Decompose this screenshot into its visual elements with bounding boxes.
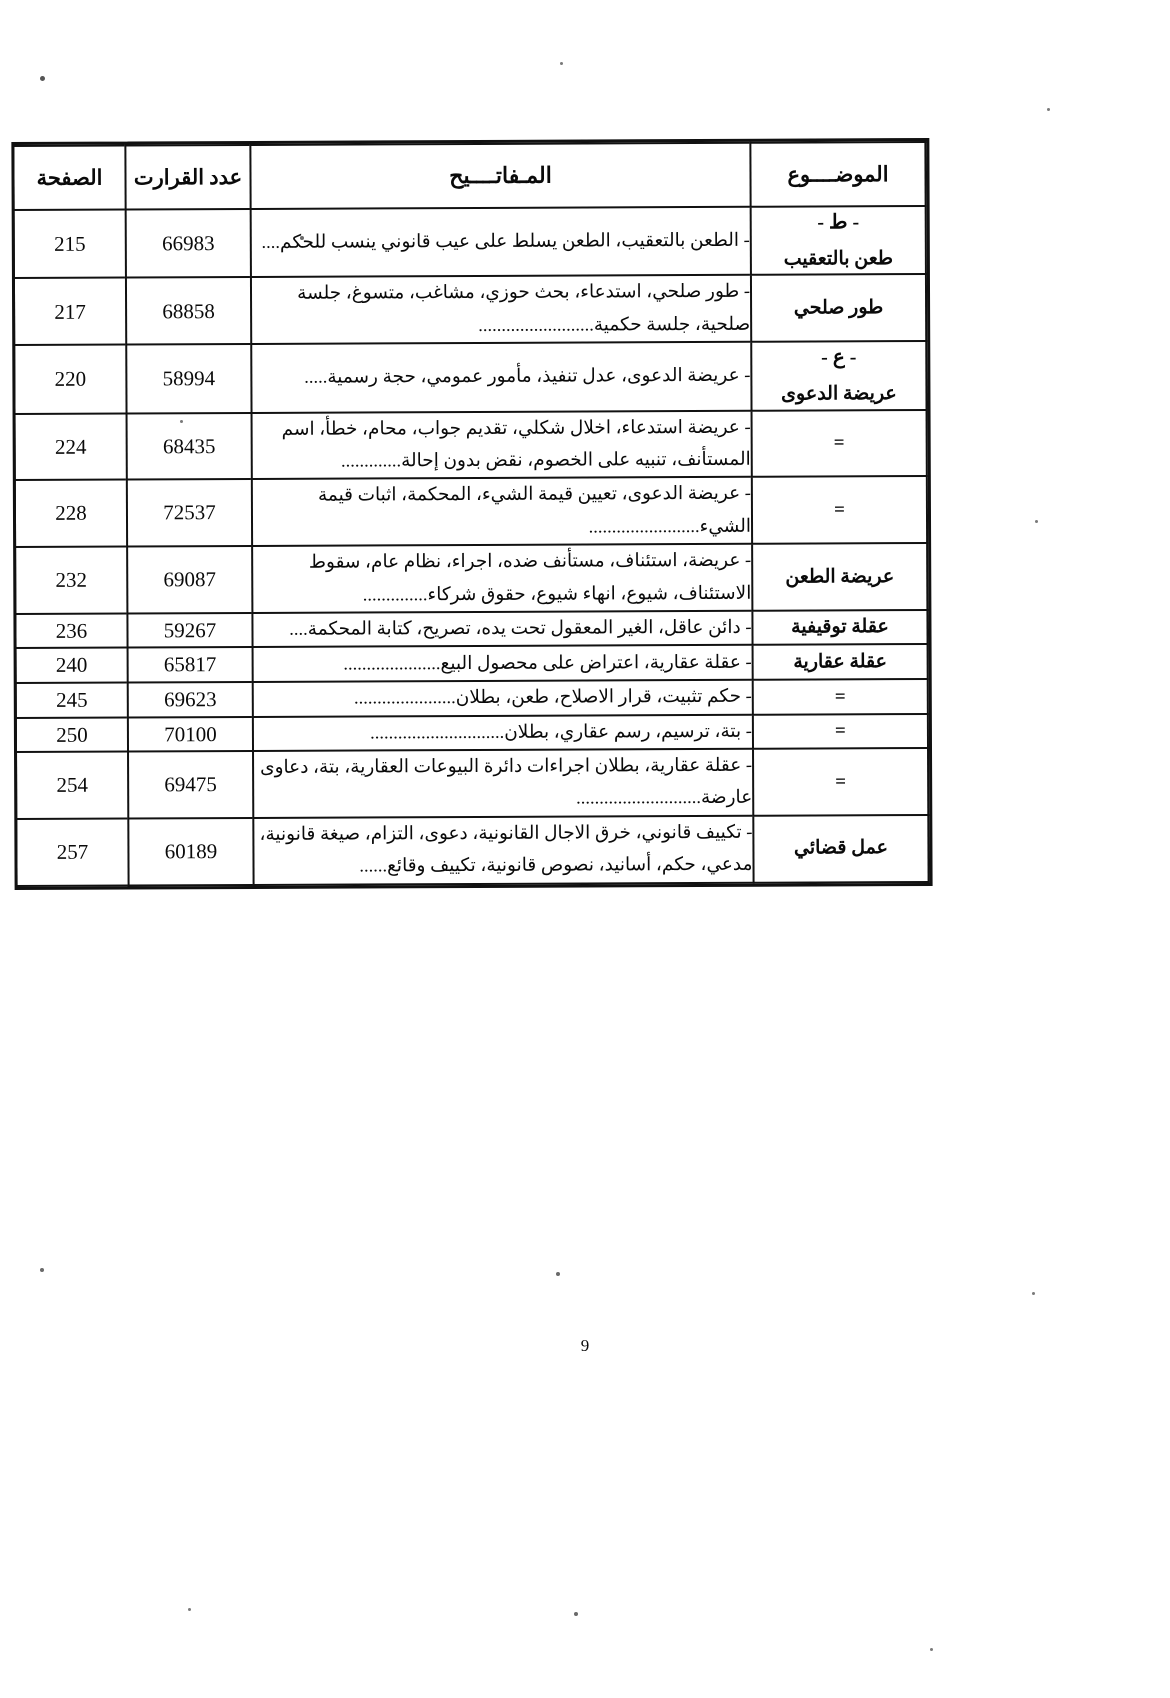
row-keys-cell: - عقلة عقارية، بطلان اجراءات دائرة البيوعات العقارية، بتة، دعاوى عارضة........................... — [253, 749, 753, 818]
column-header-page: الصفحة — [13, 146, 125, 210]
table-row — [14, 274, 926, 345]
row-keys-cell: - عقلة عقارية، اعتراض على محصول البيع..................... — [253, 645, 753, 682]
table-row — [16, 748, 928, 819]
row-count-cell: 66983 — [126, 209, 251, 278]
scan-speck — [1032, 1292, 1035, 1295]
row-count-cell: 70100 — [128, 716, 253, 751]
index-table-container — [11, 138, 932, 890]
row-subject-cell: عمل قضائي — [753, 815, 928, 883]
table-row — [14, 206, 926, 278]
row-subject-cell: = — [752, 410, 927, 478]
row-keys-cell: - عريضة، استئناف، مستأنف ضده، اجراء، نظام عام، سقوط الاستئناف، شيوع، انهاء شيوع، حقوق شركاء.............. — [252, 544, 752, 613]
table-row — [15, 543, 927, 614]
row-page-cell: 250 — [16, 717, 128, 752]
row-keys-cell: - عريضة الدعوى، تعيين قيمة الشيء، المحكمة، اثبات قيمة الشيء........................ — [252, 477, 752, 546]
row-subject-cell: عقلة توقيفية — [752, 610, 927, 645]
row-count-cell: 69087 — [127, 546, 252, 613]
row-keys-cell: - الطعن بالتعقيب، الطعن يسلط على عيب قانوني ينسب للحكم.... — [251, 207, 751, 278]
table-row — [16, 644, 928, 683]
scan-speck — [1035, 520, 1038, 523]
row-subject-cell: عريضة الطعن — [752, 543, 927, 611]
row-count-cell: 69623 — [128, 682, 253, 717]
row-page-cell: 254 — [16, 752, 128, 819]
row-page-cell: 245 — [16, 682, 128, 717]
row-subject-cell: عقلة عقارية — [753, 644, 928, 679]
scan-speck — [560, 62, 563, 65]
subject-label: عريضة الدعوى — [781, 383, 897, 405]
row-page-cell: 236 — [15, 613, 127, 648]
row-subject-cell: = — [752, 476, 927, 544]
row-subject-cell: = — [753, 748, 928, 816]
table-row — [15, 610, 927, 649]
row-page-cell: 232 — [15, 547, 127, 614]
row-keys-cell: - تكييف قانوني، خرق الاجال القانونية، دعوى، التزام، صيغة قانونية، مدعي، حكم، أسانيد، نصوص قانونية، تكييف وقائع...... — [253, 816, 753, 885]
row-keys-cell: - عريضة استدعاء، اخلال شكلي، تقديم جواب، محام، خطأ، اسم المستأنف، تنبيه على الخصوم، نقض بدون إحالة............. — [252, 410, 752, 479]
row-keys-cell: - بتة، ترسيم، رسم عقاري، بطلان............................. — [253, 714, 753, 751]
row-page-cell: 228 — [15, 480, 127, 547]
table-header — [13, 142, 925, 210]
scan-speck — [40, 76, 45, 81]
row-keys-cell: - حكم تثبيت، قرار الاصلاح، طعن، بطلان...................... — [253, 680, 753, 717]
section-letter: - ع - — [821, 346, 857, 369]
scan-speck — [1047, 108, 1050, 111]
subject-label: طعن بالتعقيب — [783, 248, 894, 270]
row-subject-cell: طور صلحي — [751, 274, 926, 342]
row-count-cell: 69475 — [128, 751, 253, 818]
table-row — [15, 476, 927, 547]
row-subject-cell: = — [753, 679, 928, 714]
row-count-cell: 72537 — [127, 479, 252, 546]
row-page-cell: 240 — [16, 648, 128, 683]
table-row — [16, 815, 928, 886]
table-row — [14, 341, 926, 413]
row-page-cell: 224 — [15, 413, 127, 480]
table-row — [15, 410, 927, 481]
row-page-cell: 215 — [14, 210, 126, 279]
table-header-row — [13, 142, 925, 210]
row-count-cell: 65817 — [128, 647, 253, 682]
column-header-count: عدد القرارت — [125, 145, 250, 210]
row-count-cell: 58994 — [126, 344, 251, 413]
row-keys-cell: - دائن عاقل، الغير المعقول تحت يده، تصريح، كتابة المحكمة.... — [252, 611, 752, 648]
table-row — [16, 714, 928, 753]
column-header-subject: الموضــــوع — [750, 142, 925, 207]
row-page-cell: 257 — [16, 818, 128, 885]
row-subject-cell — [751, 341, 926, 410]
table-row — [16, 679, 928, 718]
row-count-cell: 60189 — [128, 818, 253, 885]
row-subject-cell: = — [753, 714, 928, 749]
table-body — [14, 206, 929, 886]
section-letter: - ط - — [817, 211, 860, 234]
row-page-cell: 217 — [14, 278, 126, 345]
scan-speck — [556, 1272, 560, 1276]
row-page-cell: 220 — [14, 345, 126, 414]
row-subject-cell — [751, 206, 926, 275]
index-table — [12, 141, 929, 887]
column-header-keys: المـفاتــــيح — [250, 143, 750, 209]
row-count-cell: 59267 — [127, 613, 252, 648]
row-keys-cell: - عريضة الدعوى، عدل تنفيذ، مأمور عمومي، حجة رسمية..... — [251, 342, 751, 413]
scan-speck — [188, 1608, 191, 1611]
row-keys-cell: - طور صلحي، استدعاء، بحث حوزي، مشاغب، متسوغ، جلسة صلحية، جلسة حكمية......................... — [251, 275, 751, 344]
scan-speck — [574, 1612, 578, 1616]
scan-speck — [40, 1268, 44, 1272]
row-count-cell: 68858 — [126, 277, 251, 344]
row-count-cell: 68435 — [127, 413, 252, 480]
scan-speck — [930, 1648, 933, 1651]
page-folio-number: 9 — [580, 1336, 590, 1355]
